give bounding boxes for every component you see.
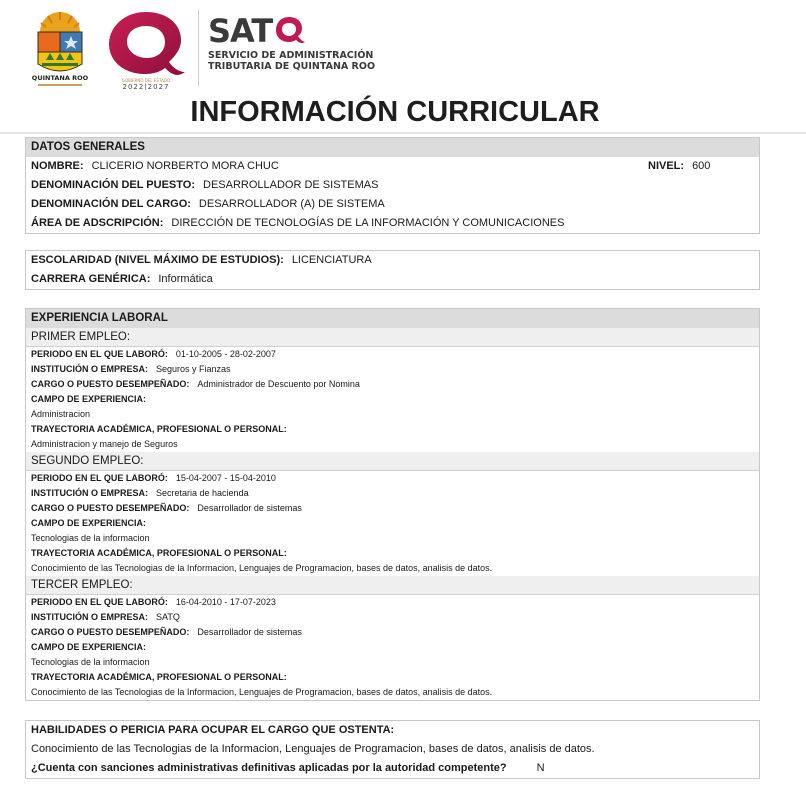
trayectoria-value: Administracion y manejo de Seguros <box>31 439 178 449</box>
cargo-label: DENOMINACIÓN DEL CARGO: <box>31 198 191 210</box>
experiencia-section <box>25 308 760 701</box>
nivel-label: NIVEL: <box>648 160 685 172</box>
institucion-label: INSTITUCIÓN O EMPRESA: <box>31 612 149 622</box>
institucion-row <box>26 610 759 625</box>
periodo-row <box>26 347 759 362</box>
trayectoria-label-row <box>26 670 759 685</box>
trayectoria-label-row <box>26 546 759 561</box>
periodo-row <box>26 595 759 610</box>
quintana-roo-shield-icon <box>32 8 88 90</box>
nombre-row <box>26 157 759 176</box>
gov-label: GOBIERNO DEL ESTADO <box>121 78 171 83</box>
trayectoria-value: Conocimiento de las Tecnologias de la Informacion, Lenguajes de Programacion, bases de datos, analisis de datos. <box>31 563 493 573</box>
sanciones-row <box>26 759 759 778</box>
periodo-value: 01-10-2005 - 28-02-2007 <box>175 349 276 359</box>
empleo-2 <box>26 452 759 576</box>
cargo-desempenado-row <box>26 377 759 392</box>
campo-value: Administracion <box>31 409 91 419</box>
campo-value: Tecnologias de la informacion <box>31 657 150 667</box>
state-logo-label: QUINTANA ROO <box>32 74 88 82</box>
header-logos <box>0 0 806 95</box>
cargo-desempenado-row <box>26 501 759 516</box>
cargo-desempenado-value: Administrador de Descuento por Nomina <box>197 379 360 389</box>
institucion-row <box>26 362 759 377</box>
periodo-value: 15-04-2007 - 15-04-2010 <box>175 473 276 483</box>
campo-label: CAMPO DE EXPERIENCIA: <box>31 518 147 528</box>
cargo-desempenado-label: CARGO O PUESTO DESEMPEÑADO: <box>31 503 190 513</box>
cargo-desempenado-value: Desarrollador de sistemas <box>197 627 302 637</box>
cargo-desempenado-label: CARGO O PUESTO DESEMPEÑADO: <box>31 379 190 389</box>
periodo-label: PERIODO EN EL QUE LABORÓ: <box>31 349 168 359</box>
puesto-label: DENOMINACIÓN DEL PUESTO: <box>31 179 195 191</box>
campo-label: CAMPO DE EXPERIENCIA: <box>31 642 147 652</box>
campo-value: Tecnologias de la informacion <box>31 533 150 543</box>
habilidades-section <box>25 720 760 779</box>
nivel-field <box>648 157 710 176</box>
page-title: INFORMACIÓN CURRICULAR <box>190 96 600 128</box>
campo-label: CAMPO DE EXPERIENCIA: <box>31 394 147 404</box>
logo-divider <box>198 10 199 86</box>
campo-label-row <box>26 392 759 407</box>
escolaridad-label: ESCOLARIDAD (NIVEL MÁXIMO DE ESTUDIOS): <box>31 254 284 266</box>
area-value: DIRECCIÓN DE TECNOLOGÍAS DE LA INFORMACIÓN Y COMUNICACIONES <box>171 217 565 229</box>
gov-period: 2022|2027 <box>122 83 170 90</box>
escolaridad-value: LICENCIATURA <box>291 254 372 266</box>
satq-line2: TRIBUTARIA DE QUINTANA ROO <box>208 61 376 72</box>
carrera-label: CARRERA GENÉRICA: <box>31 273 151 285</box>
experiencia-header: EXPERIENCIA LABORAL <box>26 309 759 328</box>
escolaridad-row <box>26 251 759 270</box>
periodo-label: PERIODO EN EL QUE LABORÓ: <box>31 473 168 483</box>
institucion-label: INSTITUCIÓN O EMPRESA: <box>31 488 149 498</box>
trayectoria-label: TRAYECTORIA ACADÉMICA, PROFESIONAL O PERSONAL: <box>31 548 287 558</box>
nombre-label: NOMBRE: <box>31 160 84 172</box>
trayectoria-value: Conocimiento de las Tecnologias de la Informacion, Lenguajes de Programacion, bases de datos, analisis de datos. <box>31 687 493 697</box>
empleo-1 <box>26 328 759 452</box>
cargo-row <box>26 195 759 214</box>
habilidades-text: Conocimiento de las Tecnologias de la Informacion, Lenguajes de Programacion, bases de datos, analisis de datos. <box>31 743 595 755</box>
periodo-label: PERIODO EN EL QUE LABORÓ: <box>31 597 168 607</box>
satq-acronym: SAT <box>208 12 273 50</box>
government-q-logo-icon <box>105 8 187 90</box>
puesto-row <box>26 176 759 195</box>
puesto-value: DESARROLLADOR DE SISTEMAS <box>203 179 379 191</box>
area-label: ÁREA DE ADSCRIPCIÓN: <box>31 217 164 229</box>
campo-label-row <box>26 516 759 531</box>
datos-generales-section <box>25 137 760 234</box>
datos-generales-header: DATOS GENERALES <box>26 138 759 157</box>
empleo-title: PRIMER EMPLEO: <box>26 328 759 347</box>
carrera-value: Informática <box>158 273 213 285</box>
institucion-value: Secretaria de hacienda <box>156 488 249 498</box>
nombre-value: CLICERIO NORBERTO MORA CHUC <box>91 160 279 172</box>
cargo-desempenado-row <box>26 625 759 640</box>
nivel-value: 600 <box>692 160 711 172</box>
area-row <box>26 214 759 233</box>
institucion-value: SATQ <box>156 612 180 622</box>
periodo-row <box>26 471 759 486</box>
sanciones-value: N <box>536 762 545 774</box>
institucion-value: Seguros y Fianzas <box>156 364 231 374</box>
sanciones-label: ¿Cuenta con sanciones administrativas definitivas aplicadas por la autoridad competente? <box>31 762 507 774</box>
title-divider <box>0 132 806 134</box>
escolaridad-section <box>25 250 760 290</box>
empleo-3 <box>26 576 759 700</box>
cargo-desempenado-value: Desarrollador de sistemas <box>197 503 302 513</box>
institucion-label: INSTITUCIÓN O EMPRESA: <box>31 364 149 374</box>
institucion-row <box>26 486 759 501</box>
periodo-value: 16-04-2010 - 17-07-2023 <box>175 597 276 607</box>
satq-logo <box>208 14 375 72</box>
empleo-title: SEGUNDO EMPLEO: <box>26 452 759 471</box>
trayectoria-label-row <box>26 422 759 437</box>
cargo-desempenado-label: CARGO O PUESTO DESEMPEÑADO: <box>31 627 190 637</box>
satq-line1: SERVICIO DE ADMINISTRACIÓN <box>208 50 374 61</box>
trayectoria-label: TRAYECTORIA ACADÉMICA, PROFESIONAL O PERSONAL: <box>31 672 287 682</box>
cargo-value: DESARROLLADOR (A) DE SISTEMA <box>198 198 385 210</box>
carrera-row <box>26 270 759 289</box>
empleo-title: TERCER EMPLEO: <box>26 576 759 595</box>
satq-q-icon <box>274 14 306 48</box>
trayectoria-label: TRAYECTORIA ACADÉMICA, PROFESIONAL O PERSONAL: <box>31 424 287 434</box>
campo-label-row <box>26 640 759 655</box>
habilidades-header: HABILIDADES O PERICIA PARA OCUPAR EL CARGO QUE OSTENTA: <box>31 724 395 736</box>
